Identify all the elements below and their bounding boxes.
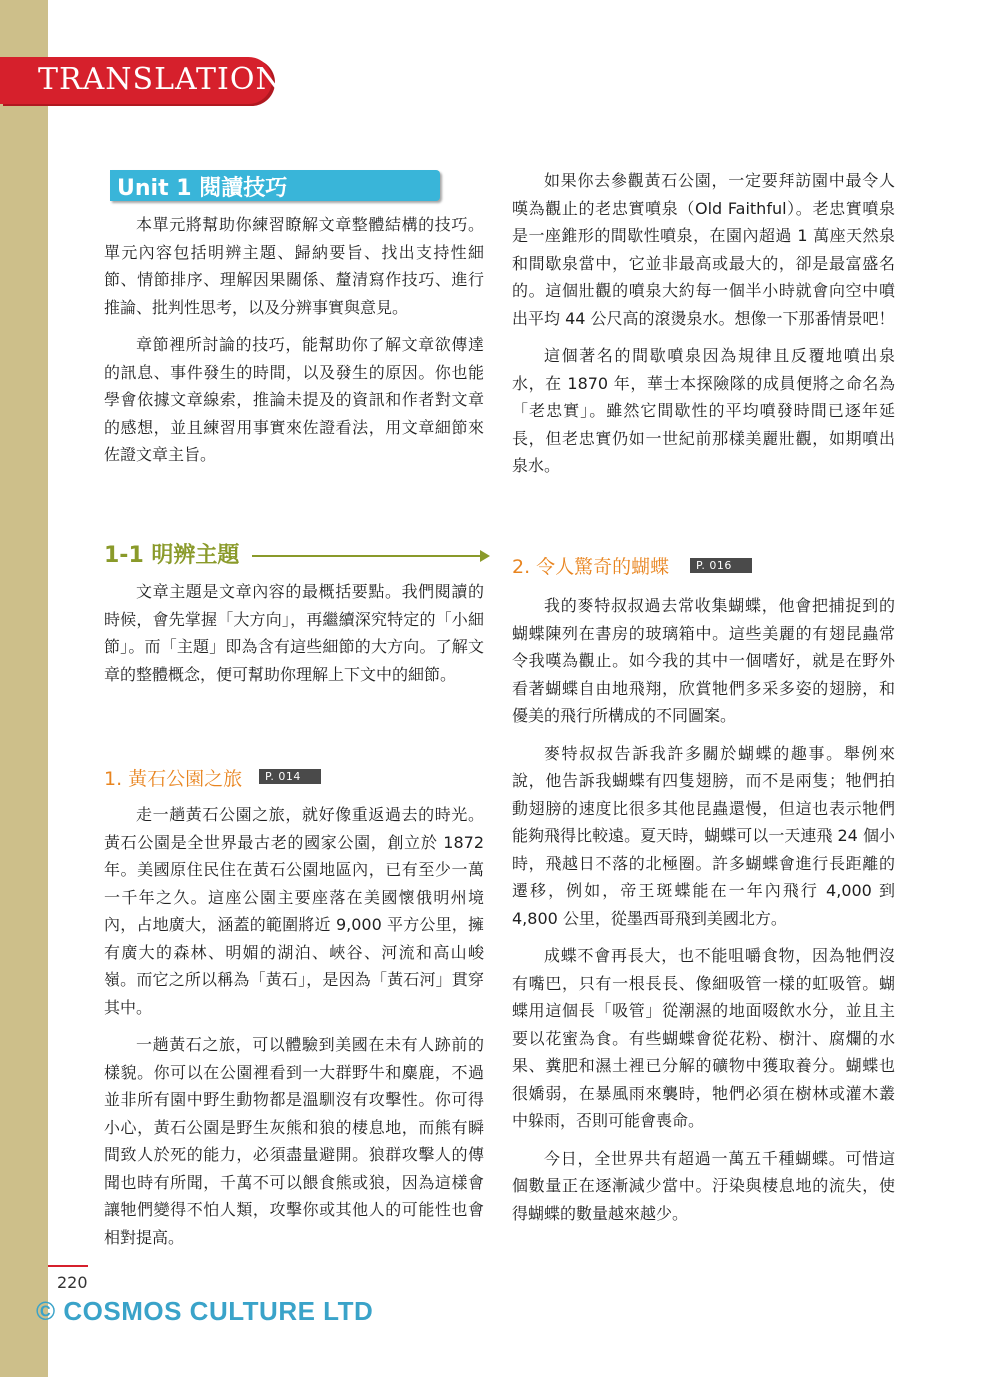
article-1-page-ref: P. 014 <box>259 769 321 784</box>
article-2-paragraph-4: 今日，全世界共有超過一萬五千種蝴蝶。可惜這個數量正在逐漸減少當中。汙染與棲息地的流失，使得蝴蝶的數量越來越少。 <box>512 1148 895 1223</box>
article-1-paragraph-3: 如果你去參觀黃石公園，一定要拜訪園中最令人嘆為觀止的老忠實噴泉（Old Faithful）。老忠實噴泉是一座錐形的間歇性噴泉，在園內超過 1 萬座天然泉和間歇泉當中，它並非最高或最大的，卻是最富盛名的。這個壯觀的噴泉大約每一個半小時就會向空中噴出平均 44 公尺高的滾燙泉水。想像一下那番情景吧！ <box>512 171 895 328</box>
article-2-text <box>512 592 895 1227</box>
article-1-paragraph-4: 這個著名的間歇噴泉因為規律且反覆地噴出泉水，在 1870 年，華士本探險隊的成員便將之命名為「老忠實」。雖然它間歇性的平均噴發時間已逐年延長，但老忠實仍如一世紀前那樣美麗壯觀，如期噴出泉水。 <box>512 346 895 475</box>
unit-title: Unit 1 閱讀技巧 <box>117 176 288 201</box>
article-1-title: 1. 黃石公園之旅 <box>104 768 243 790</box>
banner-title: TRANSLATION <box>38 62 283 97</box>
article-1-text-left <box>104 801 484 1251</box>
intro-paragraph-1: 本單元將幫助你練習瞭解文章整體結構的技巧。單元內容包括明辨主題、歸納要旨、找出支持性細節、情節排序、理解因果關係、釐清寫作技巧、進行推論、批判性思考，以及分辨事實與意見。 <box>104 215 484 317</box>
article-2-page-ref: P. 016 <box>690 558 752 573</box>
page-number: 220 <box>57 1273 88 1292</box>
article-1-text-right <box>512 167 895 480</box>
section-title: 1-1 明辨主題 <box>104 543 240 568</box>
copyright-watermark: © COSMOS CULTURE LTD <box>36 1296 374 1326</box>
section-paragraph: 文章主題是文章內容的最概括要點。我們閱讀的時候，會先掌握「大方向」，再繼續深究特定的「小細節」。而「主題」即為含有這些細節的大方向。了解文章的整體概念，便可幫助你理解上下文中的細節。 <box>104 582 484 684</box>
side-strip <box>0 0 48 1377</box>
article-2-paragraph-2: 麥特叔叔告訴我許多關於蝴蝶的趣事。舉例來說，他告訴我蝴蝶有四隻翅膀，而不是兩隻；牠們拍動翅膀的速度比很多其他昆蟲還慢，但這也表示牠們能夠飛得比較遠。夏天時，蝴蝶可以一天連飛 24 個小時，飛越日不落的北極圈。許多蝴蝶會進行長距離的遷移，例如，帝王斑蝶能在一年內飛行 4,000 到 4,800 公里，從墨西哥飛到美國北方。 <box>512 743 895 928</box>
footer-rule <box>48 1265 88 1267</box>
article-1-paragraph-2: 一趟黃石之旅，可以體驗到美國在未有人跡前的樣貌。你可以在公園裡看到一大群野牛和麋鹿，不過並非所有園中野生動物都是溫馴沒有攻擊性。你可得小心，黃石公園是野生灰熊和狼的棲息地，而熊有瞬間致人於死的能力，必須盡量避開。狼群攻擊人的傳聞也時有所聞，千萬不可以餵食熊或狼，因為這樣會讓牠們變得不怕人類，攻擊你或其他人的可能性也會相對提高。 <box>104 1035 484 1247</box>
section-text <box>104 578 484 688</box>
article-2-paragraph-3: 成蝶不會再長大，也不能咀嚼食物，因為牠們沒有嘴巴，只有一根長長、像細吸管一樣的虹吸管。蝴蝶用這個長「吸管」從潮濕的地面啜飲水分，並且主要以花蜜為食。有些蝴蝶會從花粉、樹汁、腐爛的水果、糞肥和濕土裡已分解的礦物中獲取養分。蝴蝶也很嬌弱，在暴風雨來襲時，牠們必須在樹林或灌木叢中躲雨，否則可能會喪命。 <box>512 946 895 1130</box>
article-2-title: 2. 令人驚奇的蝴蝶 <box>512 556 670 578</box>
section-rule <box>252 555 484 557</box>
intro-text <box>104 211 484 469</box>
article-1-paragraph-1: 走一趟黃石公園之旅，就好像重返過去的時光。黃石公園是全世界最古老的國家公園，創立於 1872 年。美國原住民住在黃石公園地區內，已有至少一萬一千年之久。這座公園主要座落在美國懷俄明州境內，占地廣大，涵蓋的範圍將近 9,000 平方公里，擁有廣大的森林、明媚的湖泊、峽谷、河流和高山峻嶺。而它之所以稱為「黃石」，是因為「黃石河」貫穿其中。 <box>104 805 484 1017</box>
intro-paragraph-2: 章節裡所討論的技巧，能幫助你了解文章欲傳達的訊息、事件發生的時間，以及發生的原因。你也能學會依據文章線索，推論未提及的資訊和作者對文章的感想，並且練習用事實來佐證看法，用文章細節來佐證文章主旨。 <box>104 335 484 464</box>
article-2-paragraph-1: 我的麥特叔叔過去常收集蝴蝶，他會把捕捉到的蝴蝶陳列在書房的玻璃箱中。這些美麗的有翅昆蟲常令我嘆為觀止。如今我的其中一個嗜好，就是在野外看著蝴蝶自由地飛翔，欣賞牠們多采多姿的翅膀，和優美的飛行所構成的不同圖案。 <box>512 596 895 725</box>
section-arrow-icon <box>480 550 490 562</box>
